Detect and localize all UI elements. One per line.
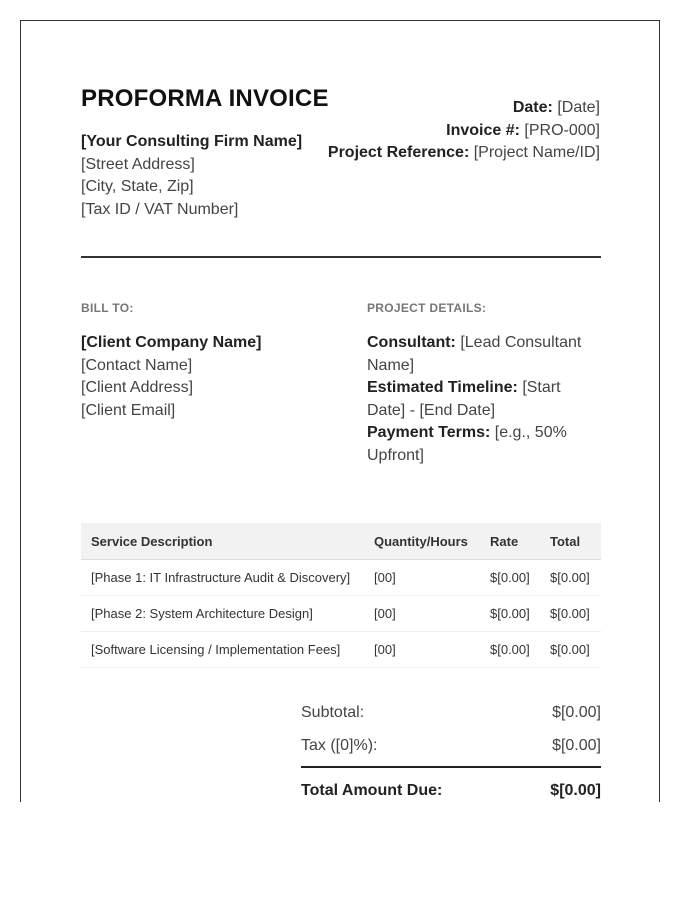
column-header-rate: Rate (480, 523, 540, 560)
firm-name: [Your Consulting Firm Name] (81, 133, 303, 150)
service-total: $[0.00] (540, 596, 601, 632)
bill-to-block (81, 332, 261, 422)
column-header-description: Service Description (81, 523, 364, 560)
client-company: [Client Company Name] (81, 334, 262, 351)
service-description: [Phase 2: System Architecture Design] (81, 596, 364, 632)
table-header-row (81, 523, 601, 560)
date-line (328, 97, 600, 120)
subtotal-value: $[0.00] (552, 704, 601, 721)
service-rate: $[0.00] (480, 632, 540, 668)
project-details-block (367, 332, 601, 467)
invoice-page (20, 20, 660, 802)
date-value: [Date] (557, 99, 600, 116)
service-description: [Phase 1: IT Infrastructure Audit & Discovery] (81, 560, 364, 596)
client-contact: [Contact Name] (81, 356, 193, 374)
consultant-line (367, 332, 601, 377)
service-rate: $[0.00] (480, 596, 540, 632)
service-rate: $[0.00] (480, 560, 540, 596)
service-total: $[0.00] (540, 560, 601, 596)
bill-to-label: BILL TO: (81, 301, 134, 315)
project-details-label: PROJECT DETAILS: (367, 301, 487, 315)
client-email: [Client Email] (81, 401, 176, 419)
total-due-label: Total Amount Due: (301, 782, 443, 799)
firm-tax-id: [Tax ID / VAT Number] (81, 200, 239, 218)
firm-info (81, 131, 302, 221)
invoice-number-label: Invoice #: (446, 121, 520, 139)
service-description: [Software Licensing / Implementation Fees] (81, 632, 364, 668)
subtotal-label: Subtotal: (301, 704, 365, 721)
total-due-row (301, 780, 601, 802)
service-quantity: [00] (364, 632, 480, 668)
consultant-value: [Lead Consultant Name] (367, 334, 582, 374)
table-row (81, 596, 601, 632)
timeline-value: [Start Date] - [End Date] (367, 379, 561, 419)
date-label: Date: (512, 99, 553, 116)
tax-label: Tax ([0]%): (301, 737, 378, 754)
project-reference-line (328, 142, 600, 165)
client-address: [Client Address] (81, 379, 194, 396)
totals-block (301, 702, 601, 802)
column-header-total: Total (540, 523, 601, 560)
tax-value: $[0.00] (552, 737, 601, 754)
project-reference-label: Project Reference: (327, 144, 470, 161)
column-header-quantity: Quantity/Hours (364, 523, 480, 560)
invoice-meta (328, 97, 600, 165)
page-title: PROFORMA INVOICE (81, 85, 329, 112)
payment-terms-label: Payment Terms: (367, 424, 491, 441)
service-quantity: [00] (364, 596, 480, 632)
service-quantity: [00] (364, 560, 480, 596)
services-table (81, 523, 601, 668)
project-reference-value: [Project Name/ID] (473, 144, 600, 161)
timeline-line (367, 377, 601, 422)
payment-terms-value: [e.g., 50% Upfront] (367, 424, 567, 464)
total-due-value: $[0.00] (550, 782, 601, 799)
service-total: $[0.00] (540, 632, 601, 668)
subtotal-row (301, 702, 601, 735)
invoice-number-value: [PRO-000] (524, 121, 600, 139)
firm-street: [Street Address] (81, 155, 195, 173)
tax-row (301, 735, 601, 768)
firm-city: [City, State, Zip] (81, 178, 194, 195)
payment-terms-line (367, 422, 601, 467)
consultant-label: Consultant: (367, 334, 456, 351)
timeline-label: Estimated Timeline: (367, 379, 518, 396)
header-divider (81, 256, 601, 258)
table-row (81, 560, 601, 596)
table-row (81, 632, 601, 668)
invoice-number-line (328, 120, 600, 143)
